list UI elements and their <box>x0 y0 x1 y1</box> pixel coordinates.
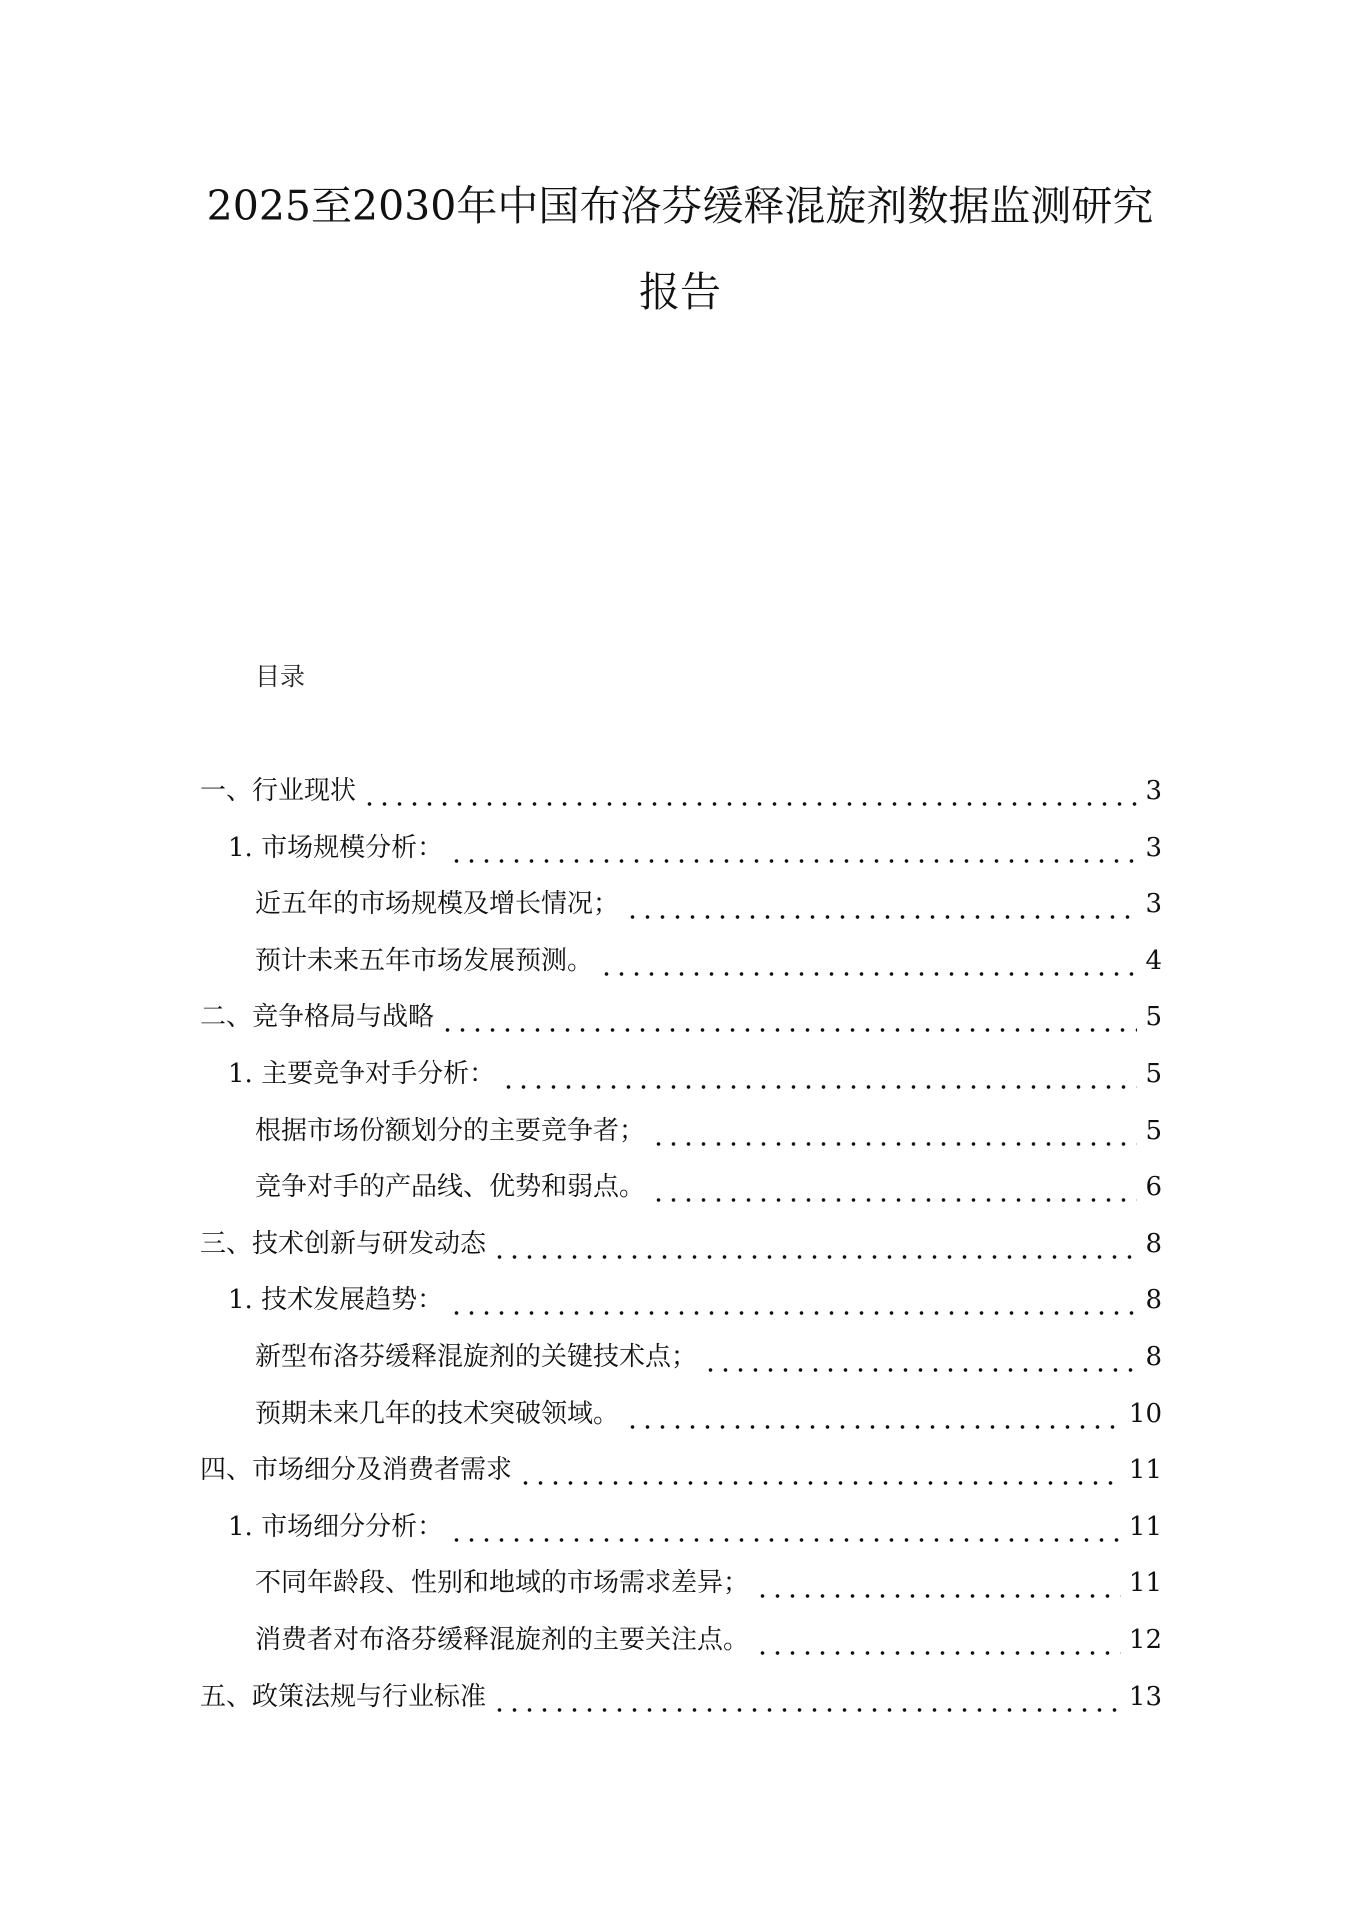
toc-page-number: 4 <box>1145 945 1162 976</box>
toc-entry-label: 一、行业现状 <box>200 776 357 806</box>
toc-heading: 目录 <box>255 662 306 691</box>
toc-dot-leader <box>492 1680 1121 1714</box>
toc-page-number: 10 <box>1128 1398 1162 1429</box>
toc-dot-leader <box>518 1453 1121 1487</box>
toc-dot-leader <box>625 1397 1121 1431</box>
toc-entry[interactable] <box>255 1560 1162 1600</box>
toc-entry-label: 1. 技术发展趋势： <box>228 1285 444 1316</box>
toc-page-number: 13 <box>1128 1681 1162 1712</box>
toc-page-number: 11 <box>1128 1511 1162 1542</box>
toc-entry-label: 近五年的市场规模及增长情况； <box>255 889 620 920</box>
toc-entry-label: 1. 主要竞争对手分析： <box>228 1059 496 1089</box>
toc-entry-label: 二、竞争格局与战略 <box>200 1002 435 1033</box>
toc-entry[interactable] <box>228 1504 1162 1544</box>
document-title-line-2: 报告 <box>639 268 721 316</box>
toc-page-number: 11 <box>1128 1568 1162 1599</box>
toc-entry[interactable] <box>200 1447 1162 1487</box>
toc-dot-leader <box>492 1227 1137 1261</box>
toc-dot-leader <box>755 1566 1121 1600</box>
toc-page-number: 5 <box>1145 1115 1162 1146</box>
toc-entry-label: 1. 市场规模分析： <box>228 832 444 863</box>
toc-dot-leader <box>449 1283 1137 1317</box>
toc-dot-leader <box>651 1114 1137 1148</box>
toc-entry-label: 预计未来五年市场发展预测。 <box>255 945 594 976</box>
toc-entry-label: 竞争对手的产品线、优势和弱点。 <box>255 1172 646 1203</box>
toc-page-number: 12 <box>1128 1625 1162 1655</box>
toc-entry[interactable] <box>200 768 1162 808</box>
toc-dot-leader <box>703 1340 1137 1374</box>
toc-dot-leader <box>440 1000 1137 1034</box>
toc-entry[interactable] <box>255 938 1162 978</box>
toc-entry-label: 根据市场份额划分的主要竞争者； <box>255 1115 646 1146</box>
toc-page-number: 5 <box>1145 1059 1162 1089</box>
toc-dot-leader <box>501 1057 1137 1091</box>
toc-page-number: 11 <box>1128 1455 1162 1486</box>
toc-entry-label: 五、政策法规与行业标准 <box>200 1681 487 1712</box>
toc-entry-label: 消费者对布洛芬缓释混旋剂的主要关注点。 <box>255 1625 750 1655</box>
toc-page-number: 3 <box>1145 776 1162 806</box>
toc-entry[interactable] <box>228 1277 1162 1317</box>
toc-dot-leader <box>651 1170 1137 1204</box>
toc-dot-leader <box>362 774 1137 808</box>
toc-entry-label: 1. 市场细分分析： <box>228 1511 444 1542</box>
toc-entry[interactable] <box>255 1108 1162 1148</box>
toc-entry[interactable] <box>255 1391 1162 1431</box>
document-title-line-1: 2025至2030年中国布洛芬缓释混旋剂数据监测研究 <box>206 182 1154 230</box>
toc-dot-leader <box>449 1510 1121 1544</box>
toc-dot-leader <box>755 1623 1121 1657</box>
toc-entry[interactable] <box>255 881 1162 921</box>
toc-page-number: 8 <box>1145 1285 1162 1316</box>
toc-dot-leader <box>625 887 1137 921</box>
toc-dot-leader <box>599 944 1137 978</box>
toc-entry-label: 三、技术创新与研发动态 <box>200 1228 487 1259</box>
toc-entry-label: 不同年龄段、性别和地域的市场需求差异； <box>255 1568 750 1599</box>
toc-entry[interactable] <box>200 1221 1162 1261</box>
toc-page-number: 3 <box>1145 832 1162 863</box>
toc-entry[interactable] <box>255 1334 1162 1374</box>
toc-dot-leader <box>449 831 1137 865</box>
toc-entry[interactable] <box>200 994 1162 1034</box>
toc-entry[interactable] <box>228 1051 1162 1091</box>
toc-entry[interactable] <box>200 1674 1162 1714</box>
toc-entry[interactable] <box>255 1164 1162 1204</box>
toc-page-number: 8 <box>1145 1342 1162 1372</box>
toc-page-number: 8 <box>1145 1228 1162 1259</box>
toc-entry-label: 四、市场细分及消费者需求 <box>200 1455 513 1486</box>
toc-entry-label: 新型布洛芬缓释混旋剂的关键技术点； <box>255 1342 698 1372</box>
toc-page-number: 3 <box>1145 889 1162 920</box>
toc-page-number: 6 <box>1145 1172 1162 1203</box>
toc-entry[interactable] <box>228 825 1162 865</box>
toc-entry[interactable] <box>255 1617 1162 1657</box>
toc-entry-label: 预期未来几年的技术突破领域。 <box>255 1398 620 1429</box>
toc-page-number: 5 <box>1145 1002 1162 1033</box>
